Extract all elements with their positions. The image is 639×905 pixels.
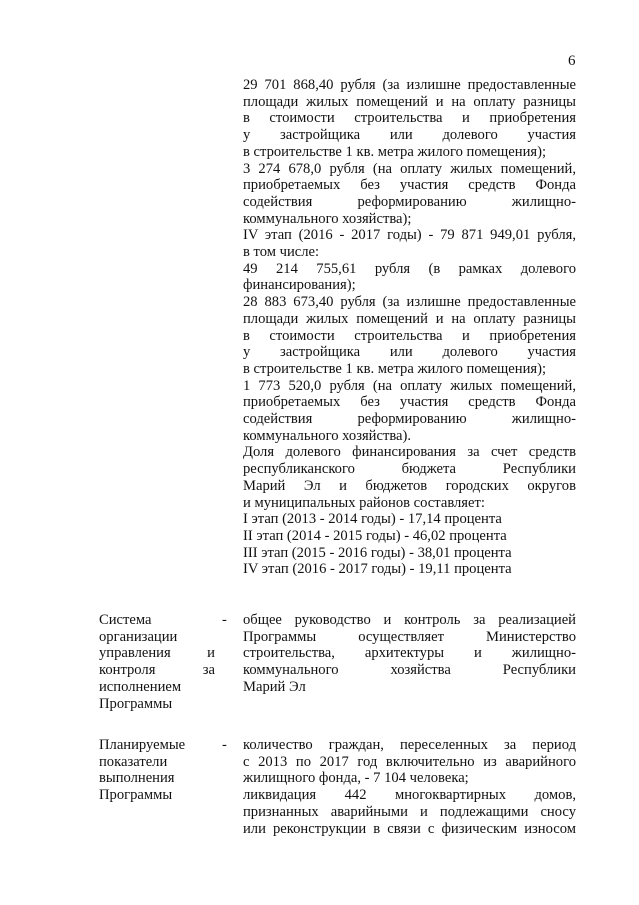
text-line: республиканского бюджета Республики (243, 461, 576, 478)
label-line: Программы (99, 695, 173, 712)
text-line: площади жилых помещений и на оплату разницы (243, 93, 576, 110)
text-line: 3 274 678,0 рубля (на оплату жилых помещений, (243, 160, 576, 177)
text-line: строительства, архитектуры и жилищно- (243, 645, 576, 662)
label-line: исполнением (99, 678, 182, 695)
text-line: коммунального хозяйства Республики (243, 662, 576, 679)
text-line: III этап (2015 - 2016 годы) - 38,01 процента (243, 544, 512, 561)
text-line: и муниципальных районов составляет: (243, 494, 485, 511)
text-line: количество граждан, переселенных за период (243, 737, 576, 753)
section-dash-management-system: - (222, 612, 227, 628)
text-line: 29 701 868,40 рубля (за излишне предоставленные (243, 77, 576, 93)
label-line: организации (99, 628, 178, 645)
text-line: 49 214 755,61 рубля (в рамках долевого (243, 260, 576, 277)
text-line: или реконструкции в связи с физическим износом (243, 820, 576, 837)
section-content-planned-indicators (243, 737, 576, 837)
label-line: управления и (99, 645, 215, 662)
label-line: Система (99, 612, 152, 628)
text-line: Марий Эл (243, 678, 306, 695)
text-line: содействия реформированию жилищно- (243, 193, 576, 210)
text-line: приобретаемых без участия средств Фонда (243, 177, 576, 194)
text-line: у застройщика или долевого участия (243, 344, 576, 361)
text-line: ликвидация 442 многоквартирных домов, (243, 787, 576, 804)
text-line: коммунального хозяйства); (243, 210, 412, 227)
label-line: Программы (99, 787, 173, 804)
text-line: IV этап (2016 - 2017 годы) - 79 871 949,01 рубля, (243, 227, 576, 244)
text-line: 28 883 673,40 рубля (за излишне предоставленные (243, 294, 576, 311)
text-line: Доля долевого финансирования за счет средств (243, 444, 576, 461)
text-line: с 2013 по 2017 год включительно из аварийного (243, 753, 576, 770)
text-line: в стоимости строительства и приобретения (243, 110, 576, 127)
text-line: Марий Эл и бюджетов городских округов (243, 477, 576, 494)
text-line: приобретаемых без участия средств Фонда (243, 394, 576, 411)
page-number: 6 (568, 53, 576, 69)
label-line: контроля за (99, 662, 215, 679)
text-line: площади жилых помещений и на оплату разницы (243, 310, 576, 327)
text-line: признанных аварийными и подлежащими сносу (243, 803, 576, 820)
text-line: IV этап (2016 - 2017 годы) - 19,11 процента (243, 561, 512, 578)
section-content-management-system (243, 612, 576, 696)
text-line: в том числе: (243, 244, 320, 261)
text-line: общее руководство и контроль за реализацией (243, 612, 576, 628)
text-line: I этап (2013 - 2014 годы) - 17,14 процента (243, 511, 502, 528)
text-line: у застройщика или долевого участия (243, 127, 576, 144)
text-line: в стоимости строительства и приобретения (243, 327, 576, 344)
section-dash-planned-indicators: - (222, 737, 227, 753)
section-label-planned-indicators (99, 737, 215, 804)
text-line: в строительстве 1 кв. метра жилого помещения); (243, 360, 547, 377)
label-line: выполнения (99, 770, 175, 787)
text-line: жилищного фонда, - 7 104 человека; (243, 770, 469, 787)
section-label-management-system (99, 612, 215, 712)
text-line: финансирования); (243, 277, 356, 294)
label-line: Планируемые (99, 737, 186, 753)
text-line: в строительстве 1 кв. метра жилого помещения); (243, 143, 547, 160)
text-line: коммунального хозяйства). (243, 427, 412, 444)
text-line: 1 773 520,0 рубля (на оплату жилых помещений, (243, 377, 576, 394)
text-line: Программы осуществляет Министерство (243, 628, 576, 645)
financing-text-block (243, 77, 576, 578)
label-line: показатели (99, 753, 168, 770)
text-line: содействия реформированию жилищно- (243, 411, 576, 428)
text-line: II этап (2014 - 2015 годы) - 46,02 процента (243, 527, 507, 544)
